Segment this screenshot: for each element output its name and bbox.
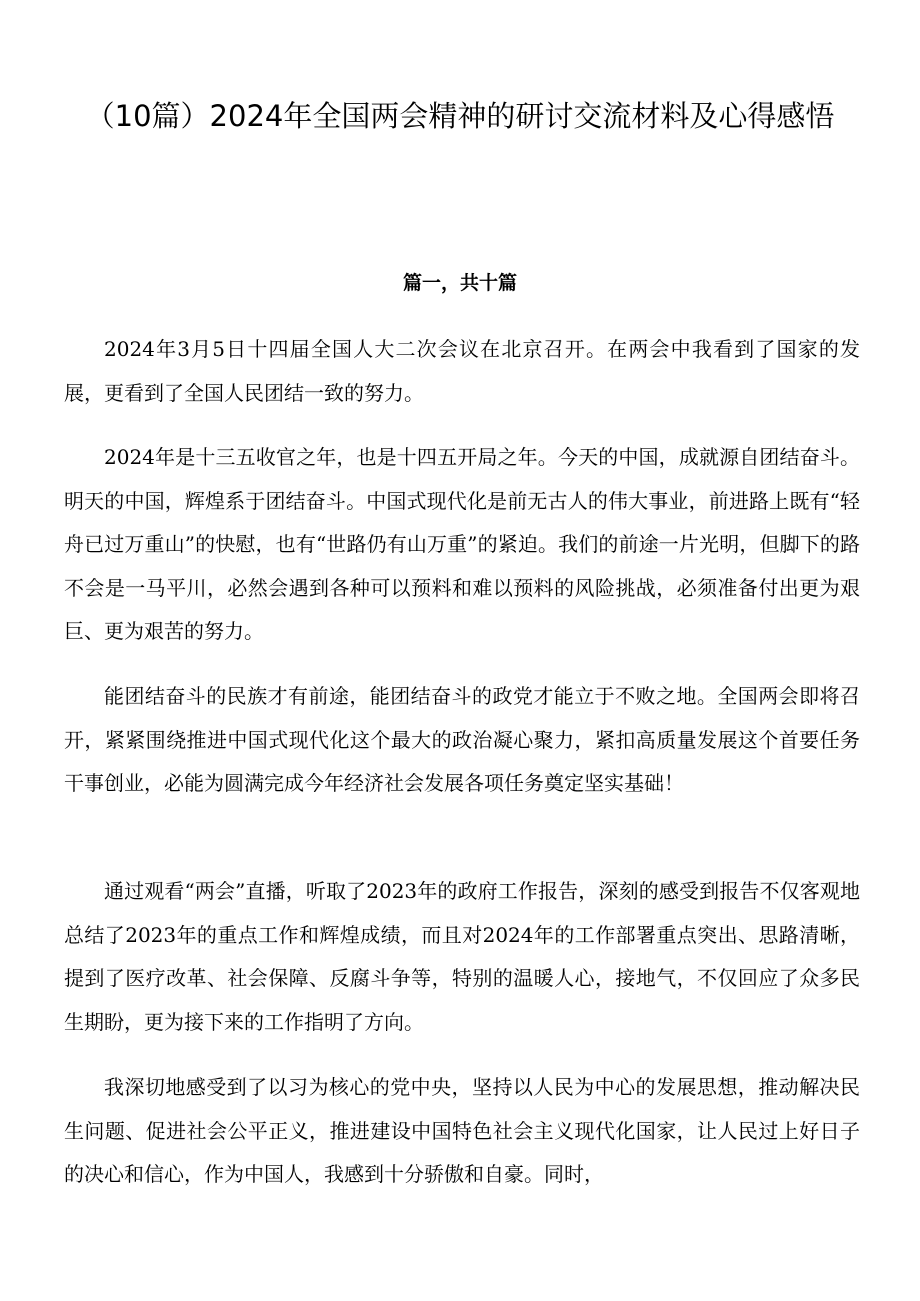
paragraph-2: 2024年是十三五收官之年，也是十四五开局之年。今天的中国，成就源自团结奋斗。明天的中国，辉煌系于团结奋斗。中国式现代化是前无古人的伟大事业，前进路上既有“轻舟已过万重山”的快慰，也有“世路仍有山万重”的紧迫。我们的前途一片光明，但脚下的路不会是一马平川，必然会遇到各种可以预料和难以预料的风险挑战，必须准备付出更为艰巨、更为艰苦的努力。 — [64, 445, 860, 643]
section-heading: 篇一，共十篇 — [402, 272, 517, 294]
paragraph-1: 2024年3月5日十四届全国人大二次会议在北京召开。在两会中我看到了国家的发展，更看到了全国人民团结一致的努力。 — [64, 337, 860, 405]
paragraph-4: 通过观看“两会”直播，听取了2023年的政府工作报告，深刻的感受到报告不仅客观地总结了2023年的重点工作和辉煌成绩，而且对2024年的工作部署重点突出、思路清晰，提到了医疗改革、社会保障、反腐斗争等，特别的温暖人心，接地气，不仅回应了众多民生期盼，更为接下来的工作指明了方向。 — [64, 879, 860, 1034]
document-title: （10篇）2024年全国两会精神的研讨交流材料及心得感悟 — [85, 99, 835, 133]
paragraph-5: 我深切地感受到了以习为核心的党中央，坚持以人民为中心的发展思想，推动解决民生问题、促进社会公平正义，推进建设中国特色社会主义现代化国家，让人民过上好日子的决心和信心，作为中国人，我感到十分骄傲和自豪。同时， — [64, 1075, 860, 1186]
paragraph-3: 能团结奋斗的民族才有前途，能团结奋斗的政党才能立于不败之地。全国两会即将召开，紧紧围绕推进中国式现代化这个最大的政治凝心聚力，紧扣高质量发展这个首要任务干事创业，必能为圆满完成今年经济社会发展各项任务奠定坚实基础！ — [64, 684, 860, 795]
